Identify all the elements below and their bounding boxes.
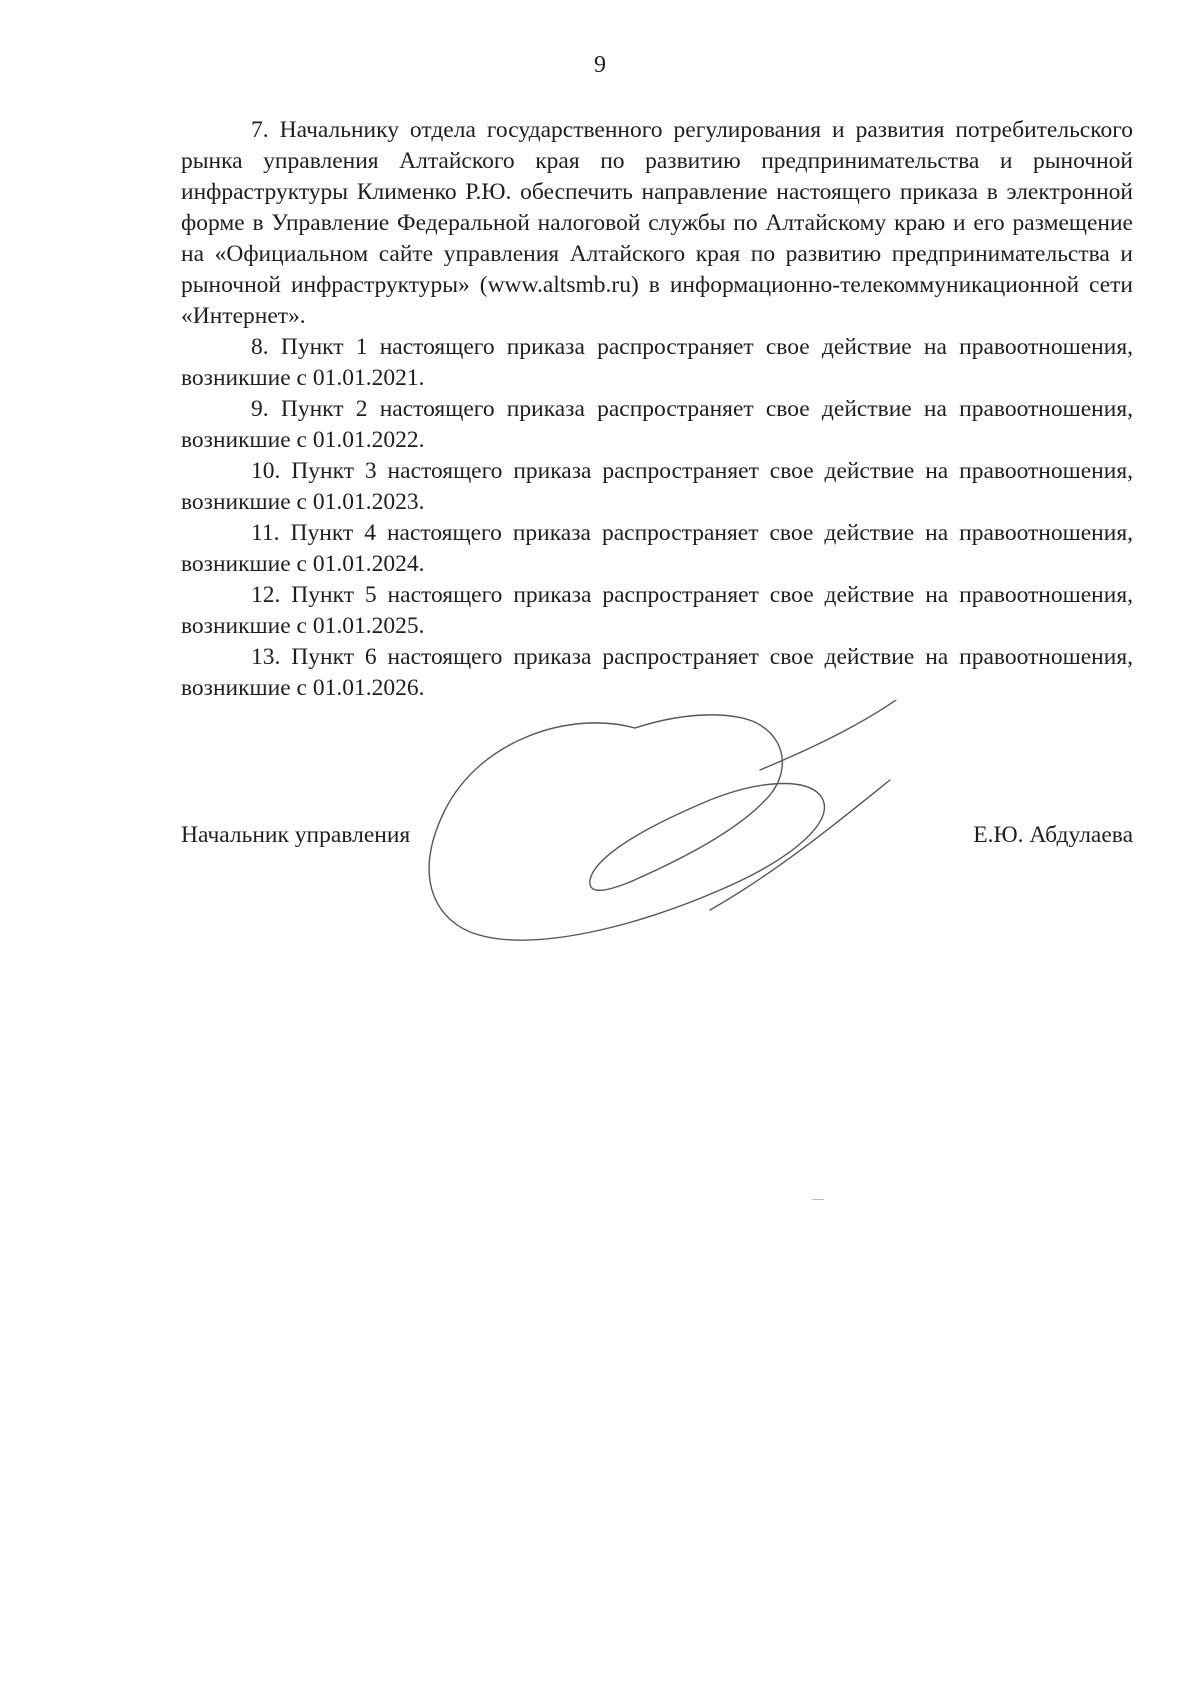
signatory-position: Начальник управления (181, 822, 411, 848)
paragraph-12: 12. Пункт 5 настоящего приказа распространяет свое действие на правоотношения, возникшие с 01.01.2025. (181, 582, 1133, 639)
signature-stroke-loop (429, 723, 824, 940)
handwritten-signature (420, 700, 1000, 960)
page-number: 9 (594, 52, 606, 78)
paragraph-7: 7. Начальнику отдела государственного регулирования и развития потребительского рынка управления Алтайского края по развитию предпринимательства и рыночной инфраструктуры Клименко Р.Ю. обеспечить направление настоящего приказа в электронной форме в Управление Федеральной налоговой службы по Алтайскому краю и его размещение на «Официальном сайте управления Алтайского края по развитию предпринимательства и рыночной инфраструктуры» (www.altsmb.ru) в информационно-телекоммуникационной сети «Интернет». (181, 117, 1133, 329)
signature-stroke-swoop (630, 715, 782, 882)
signature-stroke-slash (710, 780, 890, 910)
document-body (181, 115, 1133, 704)
signatory-name: Е.Ю. Абдулаева (973, 822, 1133, 848)
paragraph-9: 9. Пункт 2 настоящего приказа распространяет свое действие на правоотношения, возникшие с 01.01.2022. (181, 396, 1133, 453)
scan-artifact (812, 1199, 824, 1200)
paragraph-11: 11. Пункт 4 настоящего приказа распространяет свое действие на правоотношения, возникшие с 01.01.2024. (181, 520, 1133, 577)
paragraph-13: 13. Пункт 6 настоящего приказа распространяет свое действие на правоотношения, возникшие с 01.01.2026. (181, 644, 1133, 701)
paragraph-8: 8. Пункт 1 настоящего приказа распространяет свое действие на правоотношения, возникшие с 01.01.2021. (181, 334, 1133, 391)
paragraph-10: 10. Пункт 3 настоящего приказа распространяет свое действие на правоотношения, возникшие с 01.01.2023. (181, 458, 1133, 515)
